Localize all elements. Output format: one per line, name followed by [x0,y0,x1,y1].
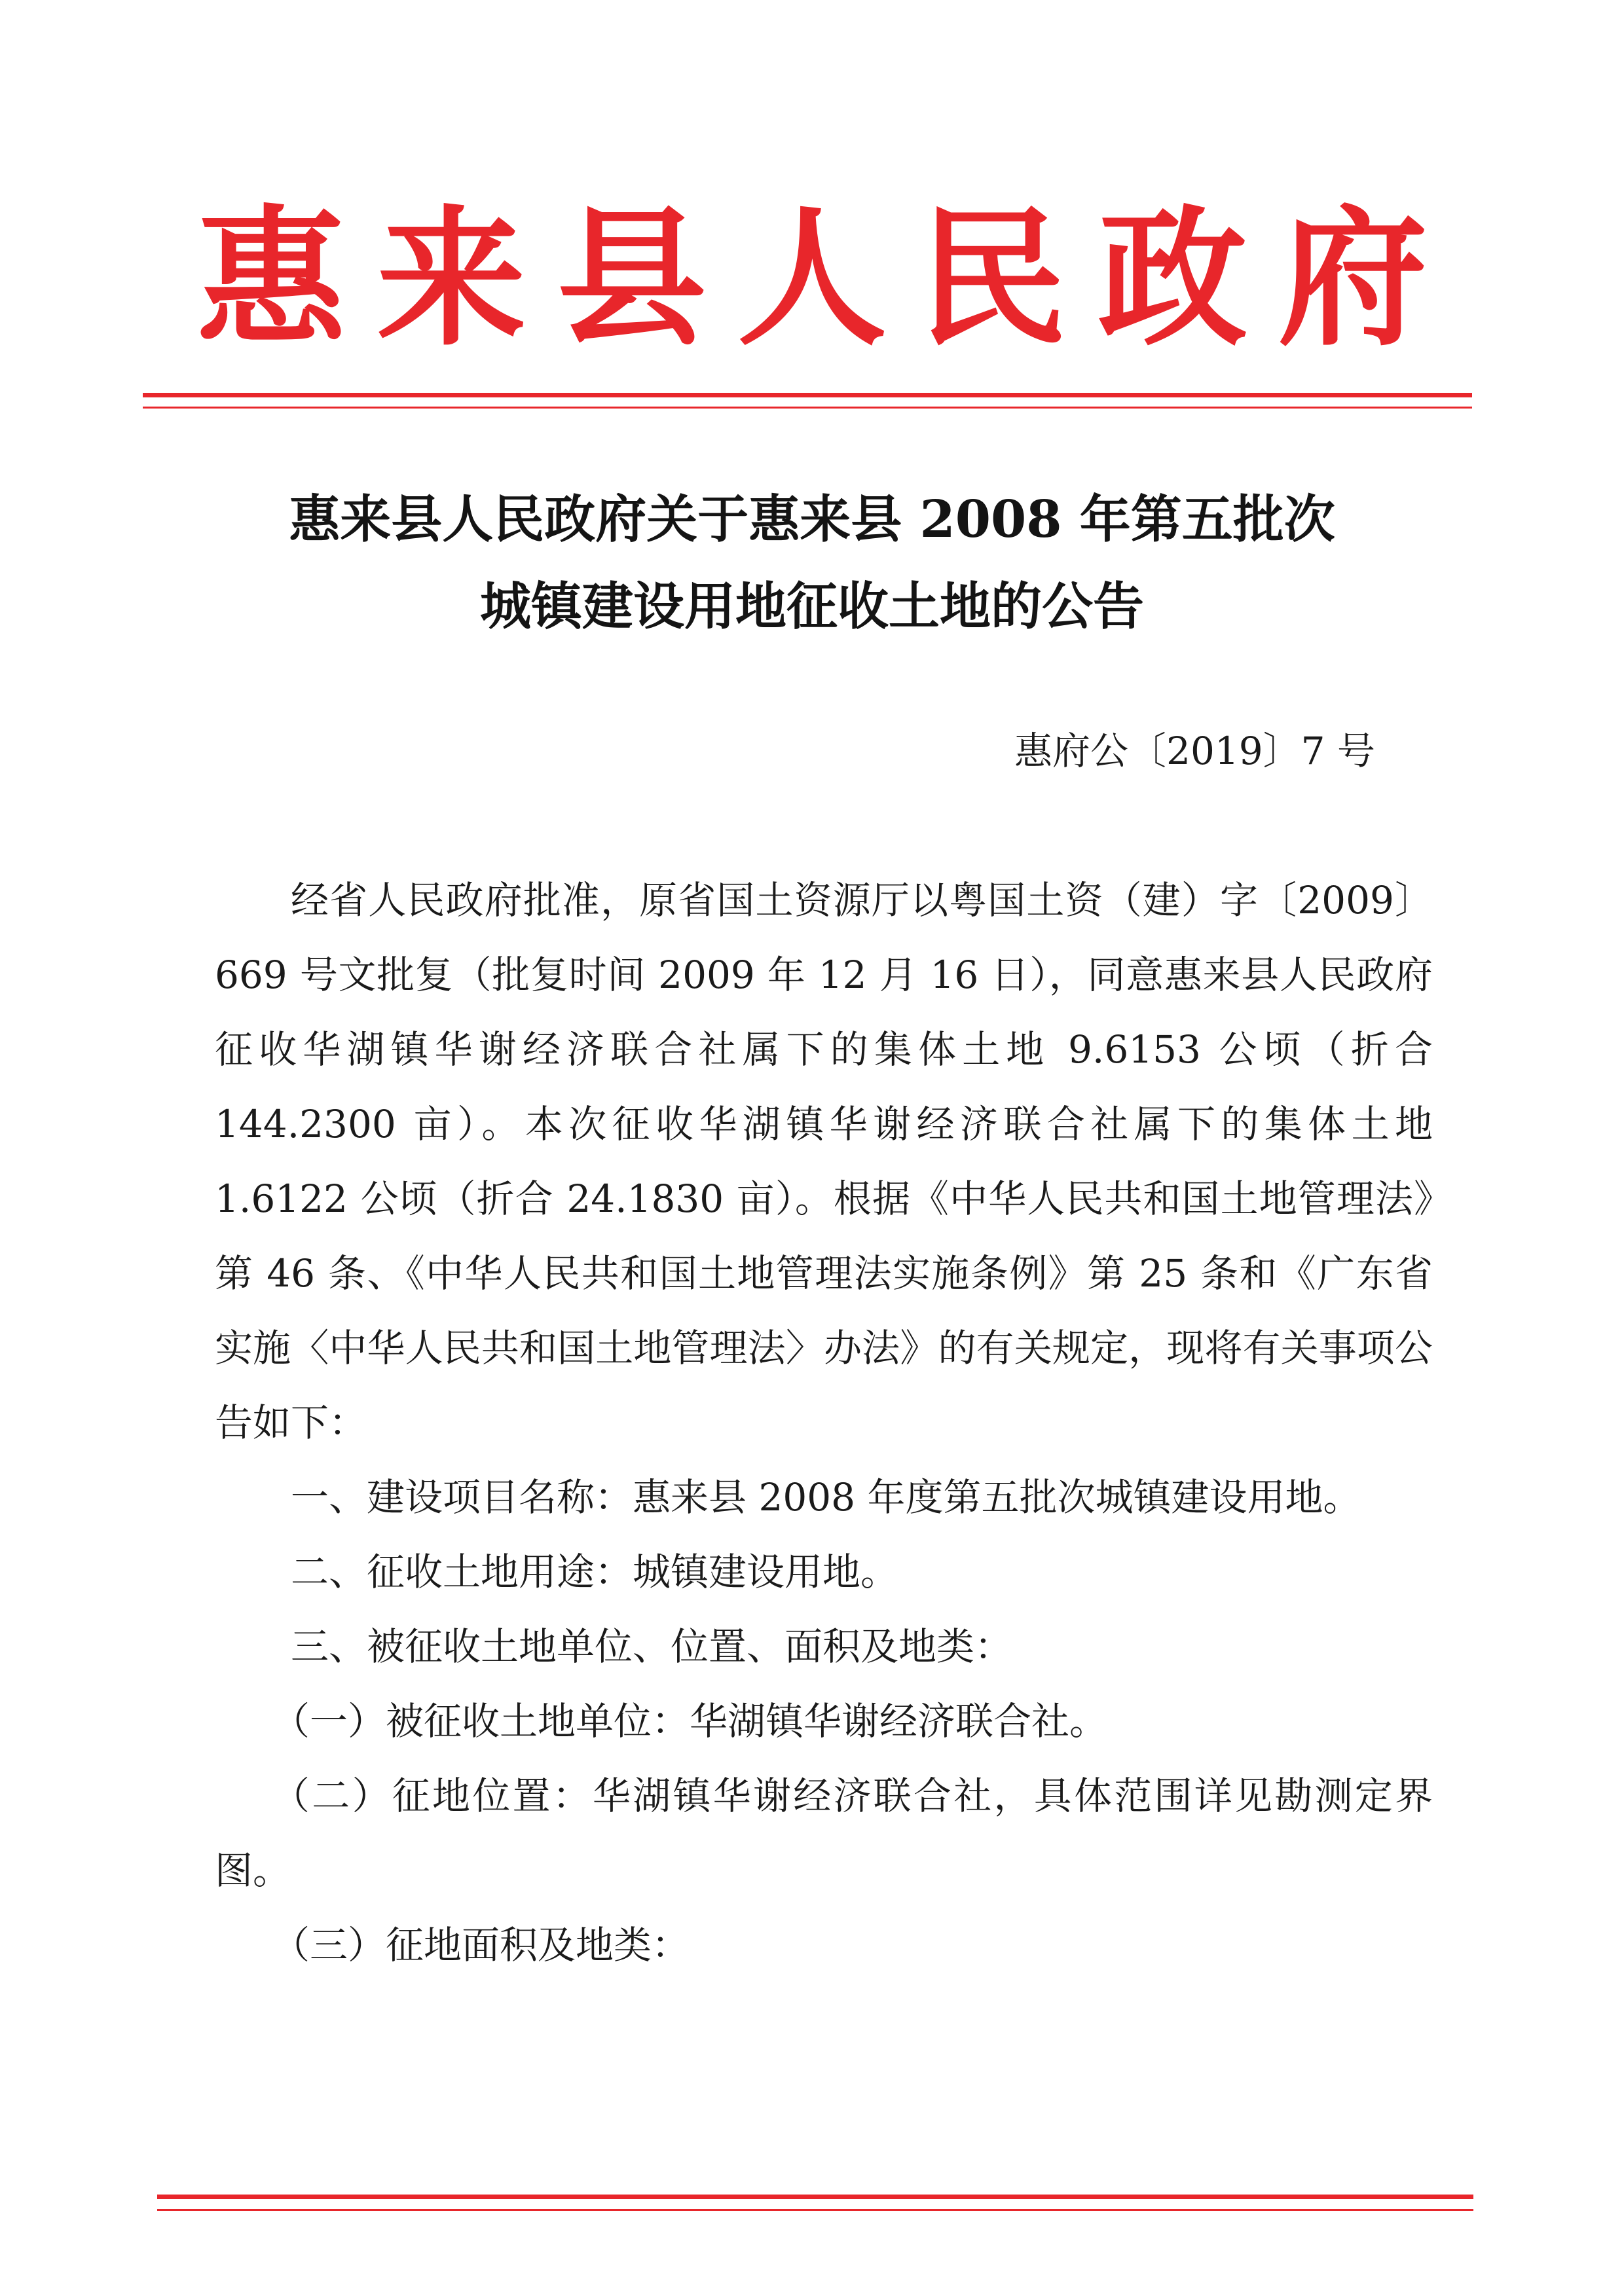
notice-title-line-2: 城镇建设用地征收土地的公告 [479,577,1144,636]
masthead-char: 县 [557,191,707,366]
masthead-char: 府 [1278,191,1428,366]
masthead [196,190,1428,367]
sub-item-land-unit: （一）被征收土地单位：华湖镇华谢经济联合社。 [272,1699,1108,1743]
item-land-details: 三、被征收土地单位、位置、面积及地类： [291,1624,1013,1669]
masthead-char: 惠 [196,191,346,366]
masthead-char: 民 [917,191,1067,366]
item-land-use: 二、征收土地用途：城镇建设用地。 [291,1550,899,1594]
masthead-rule-thick [143,393,1472,397]
footer-rule-thin [157,2209,1473,2211]
item-project-name: 一、建设项目名称：惠来县 2008 年度第五批次城镇建设用地。 [291,1475,1361,1520]
footer-rule-thick [157,2195,1473,2199]
masthead-char: 来 [377,191,526,366]
notice-body [215,863,1433,1982]
masthead-char: 政 [1098,191,1247,366]
notice-title-line-1: 惠来县人民政府关于惠来县 2008 年第五批次 [289,490,1335,549]
sub-item-location: （二）征地位置：华湖镇华谢经济联合社，具体范围详见勘测定界图。 [215,1774,1433,1893]
sub-item-area-type: （三）征地面积及地类： [272,1923,690,1967]
masthead-rule-thin [143,407,1472,409]
masthead-char: 人 [737,191,887,366]
intro-paragraph: 经省人民政府批准，原省国土资源厅以粤国土资（建）字〔2009〕669 号文批复（批复时间 2009 年 12 月 16 日），同意惠来县人民政府征收华湖镇华谢经济联合社属下的集体土地 9.6153 公顷（折合 144.2300 亩）。本次征收华湖镇华谢经济联合社属下的集体土地 1.6122 公顷（折合 24.1830 亩）。根据《中华人民共和国土地管理法》第 46 条、《中华人民共和国土地管理法实施条例》第 25 条和《广东省实施〈中华人民共和国土地管理法〉办法》的有关规定，现将有关事项公告如下： [215,878,1433,1445]
document-number: 惠府公〔2019〕7 号 [1014,729,1375,773]
